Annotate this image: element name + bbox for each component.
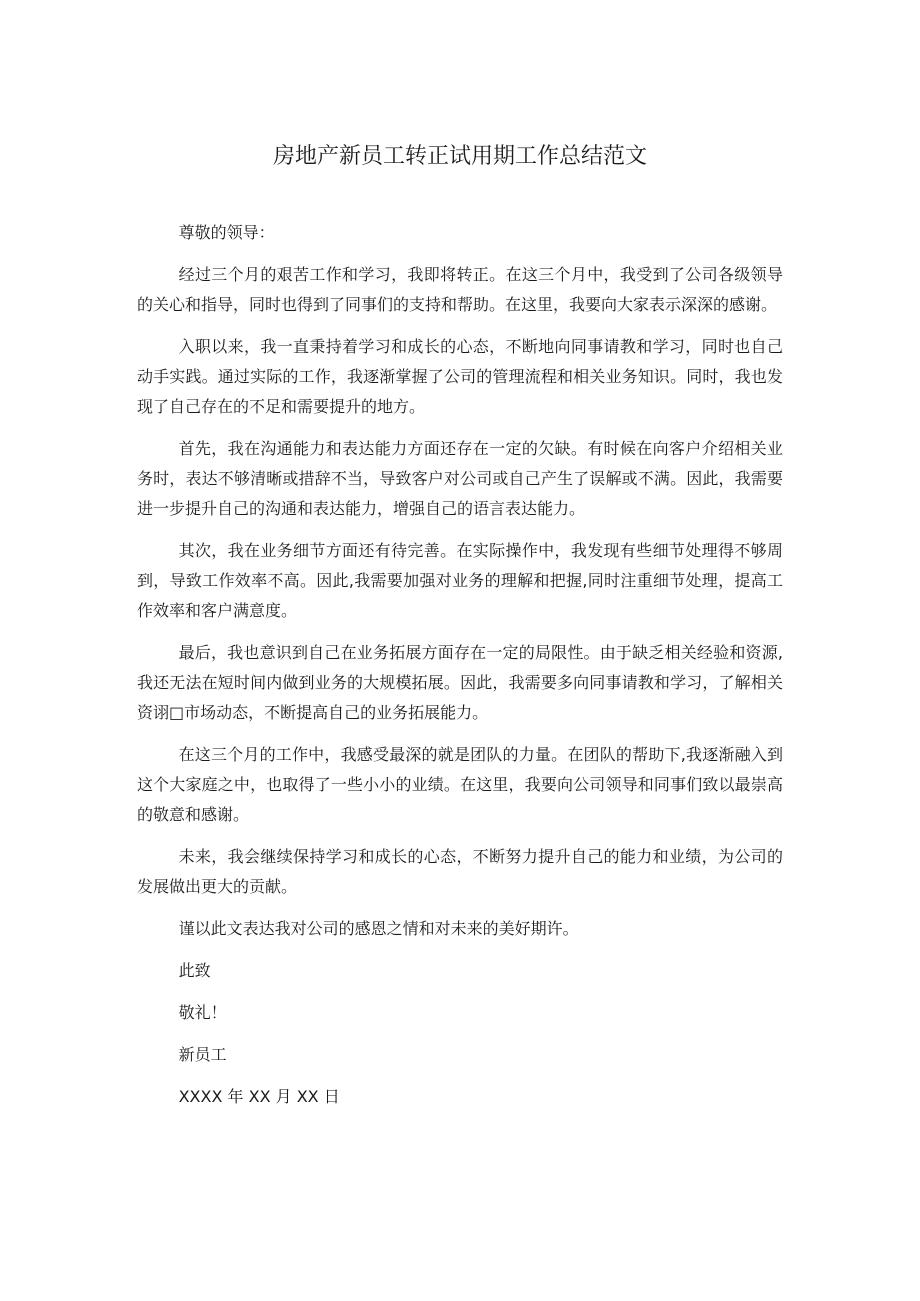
paragraph: 其次，我在业务细节方面还有待完善。在实际操作中，我发现有些细节处理得不够周到，导致工作效率不高。因此,我需要加强对业务的理解和把握,同时注重细节处理，提高工作效率和客户满意度。 — [137, 541, 783, 620]
signature: 新员工 — [178, 1045, 227, 1064]
paragraph: 谨以此文表达我对公司的感恩之情和对未来的美好期许。 — [178, 919, 579, 938]
date: XXXX 年 XX 月 XX 日 — [178, 1087, 340, 1106]
closing-line-1: 此致 — [178, 961, 211, 980]
paragraph: 在这三个月的工作中，我感受最深的就是团队的力量。在团队的帮助下,我逐渐融入到这个大家庭之中，也取得了一些小小的业绩。在这里，我要向公司领导和同事们致以最崇高的敬意和感谢。 — [137, 745, 783, 824]
document-body — [137, 218, 783, 1124]
paragraph: 最后，我也意识到自己在业务拓展方面存在一定的局限性。由于缺乏相关经验和资源,我还无法在短时间内做到业务的大规模拓展。因此，我需要多向同事请教和学习，了解相关资诩□市场动态，不断提高自己的业务拓展能力。 — [137, 643, 783, 722]
paragraph: 未来，我会继续保持学习和成长的心态，不断努力提升自己的能力和业绩，为公司的发展做出更大的贡献。 — [137, 847, 783, 896]
paragraph: 入职以来，我一直秉持着学习和成长的心态，不断地向同事请教和学习，同时也自己动手实践。通过实际的工作，我逐渐掌握了公司的管理流程和相关业务知识。同时，我也发现了自己存在的不足和需要提升的地方。 — [137, 337, 783, 416]
document-title: 房地产新员工转正试用期工作总结范文 — [272, 144, 647, 169]
paragraph: 首先，我在沟通能力和表达能力方面还存在一定的欠缺。有时候在向客户介绍相关业务时，表达不够清晰或措辞不当，导致客户对公司或自己产生了误解或不满。因此，我需要进一步提升自己的沟通和表达能力，增强自己的语言表达能力。 — [137, 439, 783, 518]
closing-line-2: 敬礼！ — [178, 1003, 227, 1022]
paragraph: 经过三个月的艰苦工作和学习，我即将转正。在这三个月中，我受到了公司各级领导的关心和指导，同时也得到了同事们的支持和帮助。在这里，我要向大家表示深深的感谢。 — [137, 265, 783, 314]
salutation: 尊敬的领导： — [178, 223, 275, 242]
